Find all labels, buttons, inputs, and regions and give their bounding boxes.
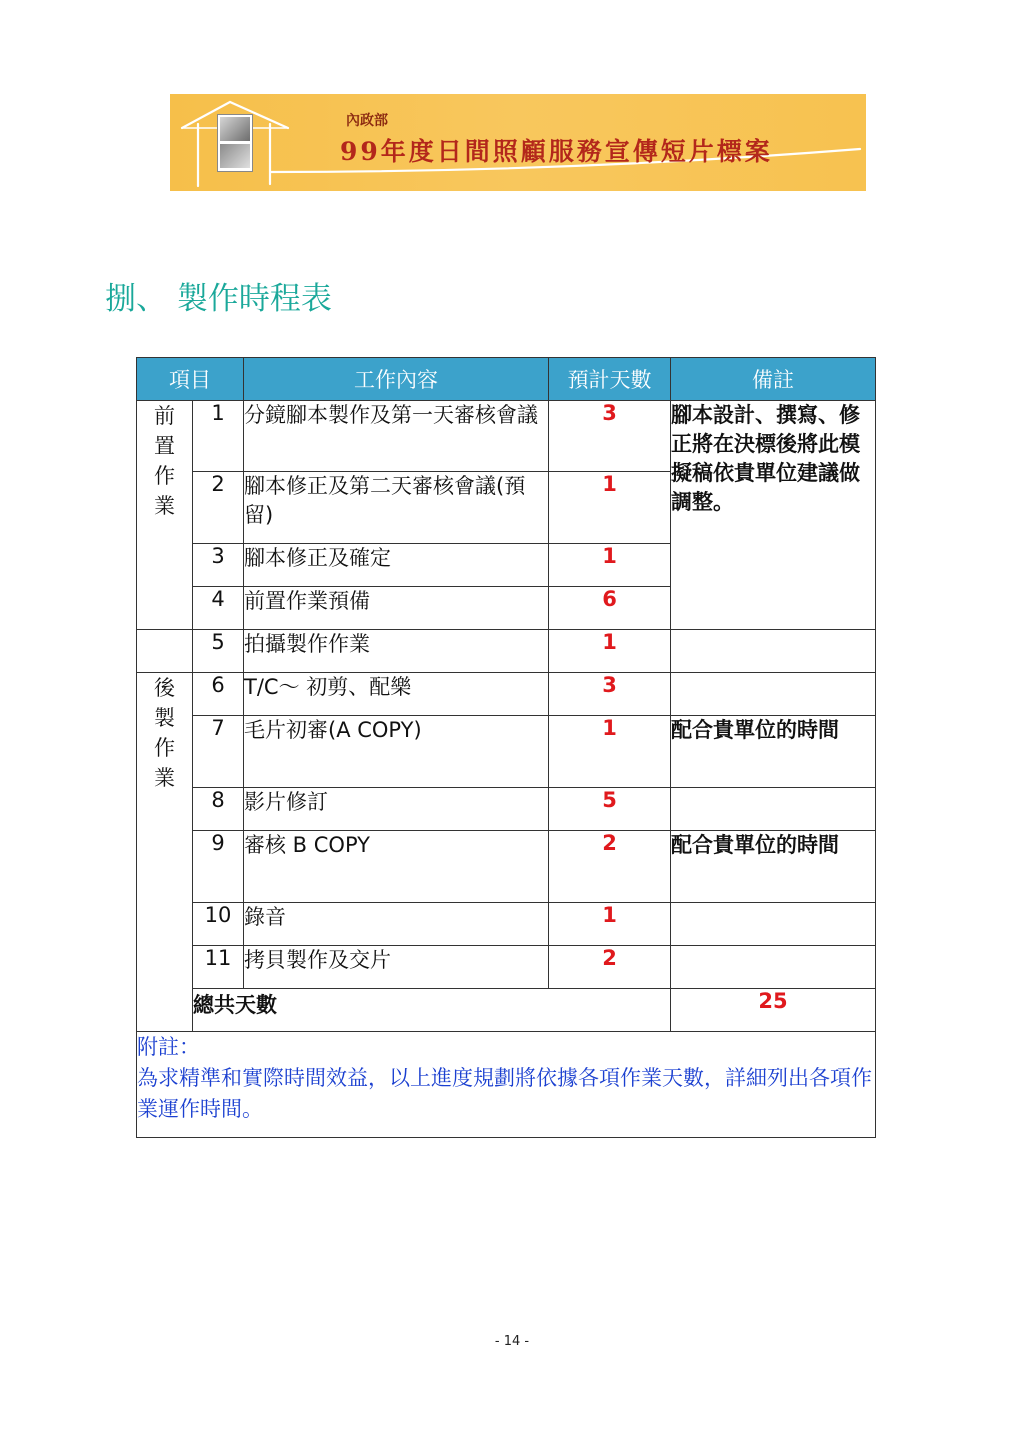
row-days: 1 <box>549 716 671 788</box>
row-days: 1 <box>549 544 671 587</box>
row-note <box>671 673 876 716</box>
table-row <box>137 673 876 716</box>
banner-title: 99年度日間照顧服務宣傳短片標案 <box>340 137 773 166</box>
row-task: 審核 B COPY <box>244 831 549 903</box>
row-note <box>671 630 876 673</box>
table-header-row <box>137 358 876 401</box>
row-days: 6 <box>549 587 671 630</box>
row-note <box>671 903 876 946</box>
row-note <box>671 788 876 831</box>
row-num: 8 <box>193 788 244 831</box>
footnote-text: 為求精準和實際時間效益，以上進度規劃將依據各項作業天數，詳細列出各項作業運作時間。 <box>137 1066 872 1121</box>
row-task: 拍攝製作作業 <box>244 630 549 673</box>
table-row <box>137 716 876 788</box>
section-heading: 捌、 製作時程表 <box>105 281 332 317</box>
table-row <box>137 788 876 831</box>
footnote-title: 附註： <box>137 1035 200 1059</box>
row-days: 3 <box>549 401 671 472</box>
row-days: 1 <box>549 903 671 946</box>
row-num: 6 <box>193 673 244 716</box>
header-days: 預計天數 <box>549 358 671 401</box>
schedule-table <box>136 357 876 1138</box>
row-num: 3 <box>193 544 244 587</box>
row-task: 腳本修正及第二天審核會議(預留) <box>244 472 549 544</box>
row-task: 腳本修正及確定 <box>244 544 549 587</box>
table-row <box>137 401 876 472</box>
row-days: 2 <box>549 946 671 989</box>
row-days: 3 <box>549 673 671 716</box>
row-task: T/C～ 初剪、配樂 <box>244 673 549 716</box>
row-num: 4 <box>193 587 244 630</box>
row-task: 前置作業預備 <box>244 587 549 630</box>
row-num: 7 <box>193 716 244 788</box>
phase-empty <box>137 630 193 673</box>
row-days: 2 <box>549 831 671 903</box>
total-days: 25 <box>671 989 876 1032</box>
row-num: 1 <box>193 401 244 472</box>
table-row <box>137 903 876 946</box>
header-item: 項目 <box>137 358 244 401</box>
row-note <box>671 946 876 989</box>
row-task: 拷貝製作及交片 <box>244 946 549 989</box>
table-row <box>137 946 876 989</box>
total-row <box>137 989 876 1032</box>
row-task: 影片修訂 <box>244 788 549 831</box>
header-task: 工作內容 <box>244 358 549 401</box>
note-row7: 配合貴單位的時間 <box>671 716 876 788</box>
phase-pre: 前置作業 <box>137 401 193 630</box>
row-days: 1 <box>549 630 671 673</box>
row-num: 5 <box>193 630 244 673</box>
header-note: 備註 <box>671 358 876 401</box>
row-task: 錄音 <box>244 903 549 946</box>
header-banner <box>170 94 866 191</box>
banner-subtitle: 內政部 <box>346 113 388 129</box>
footnote-row <box>137 1032 876 1138</box>
footnote <box>137 1032 876 1138</box>
row-task: 毛片初審(A COPY) <box>244 716 549 788</box>
note-pre: 腳本設計、撰寫、修正將在決標後將此模擬稿依貴單位建議做調整。 <box>671 401 876 630</box>
note-row9: 配合貴單位的時間 <box>671 831 876 903</box>
row-num: 9 <box>193 831 244 903</box>
row-task: 分鏡腳本製作及第一天審核會議 <box>244 401 549 472</box>
row-days: 5 <box>549 788 671 831</box>
table-row <box>137 630 876 673</box>
banner-photo <box>217 114 253 172</box>
total-label: 總共天數 <box>193 989 671 1032</box>
table-row <box>137 831 876 903</box>
row-num: 2 <box>193 472 244 544</box>
row-num: 10 <box>193 903 244 946</box>
row-num: 11 <box>193 946 244 989</box>
phase-post: 後製作業 <box>137 673 193 1032</box>
page-number: - 14 - <box>494 1334 530 1349</box>
row-days: 1 <box>549 472 671 544</box>
